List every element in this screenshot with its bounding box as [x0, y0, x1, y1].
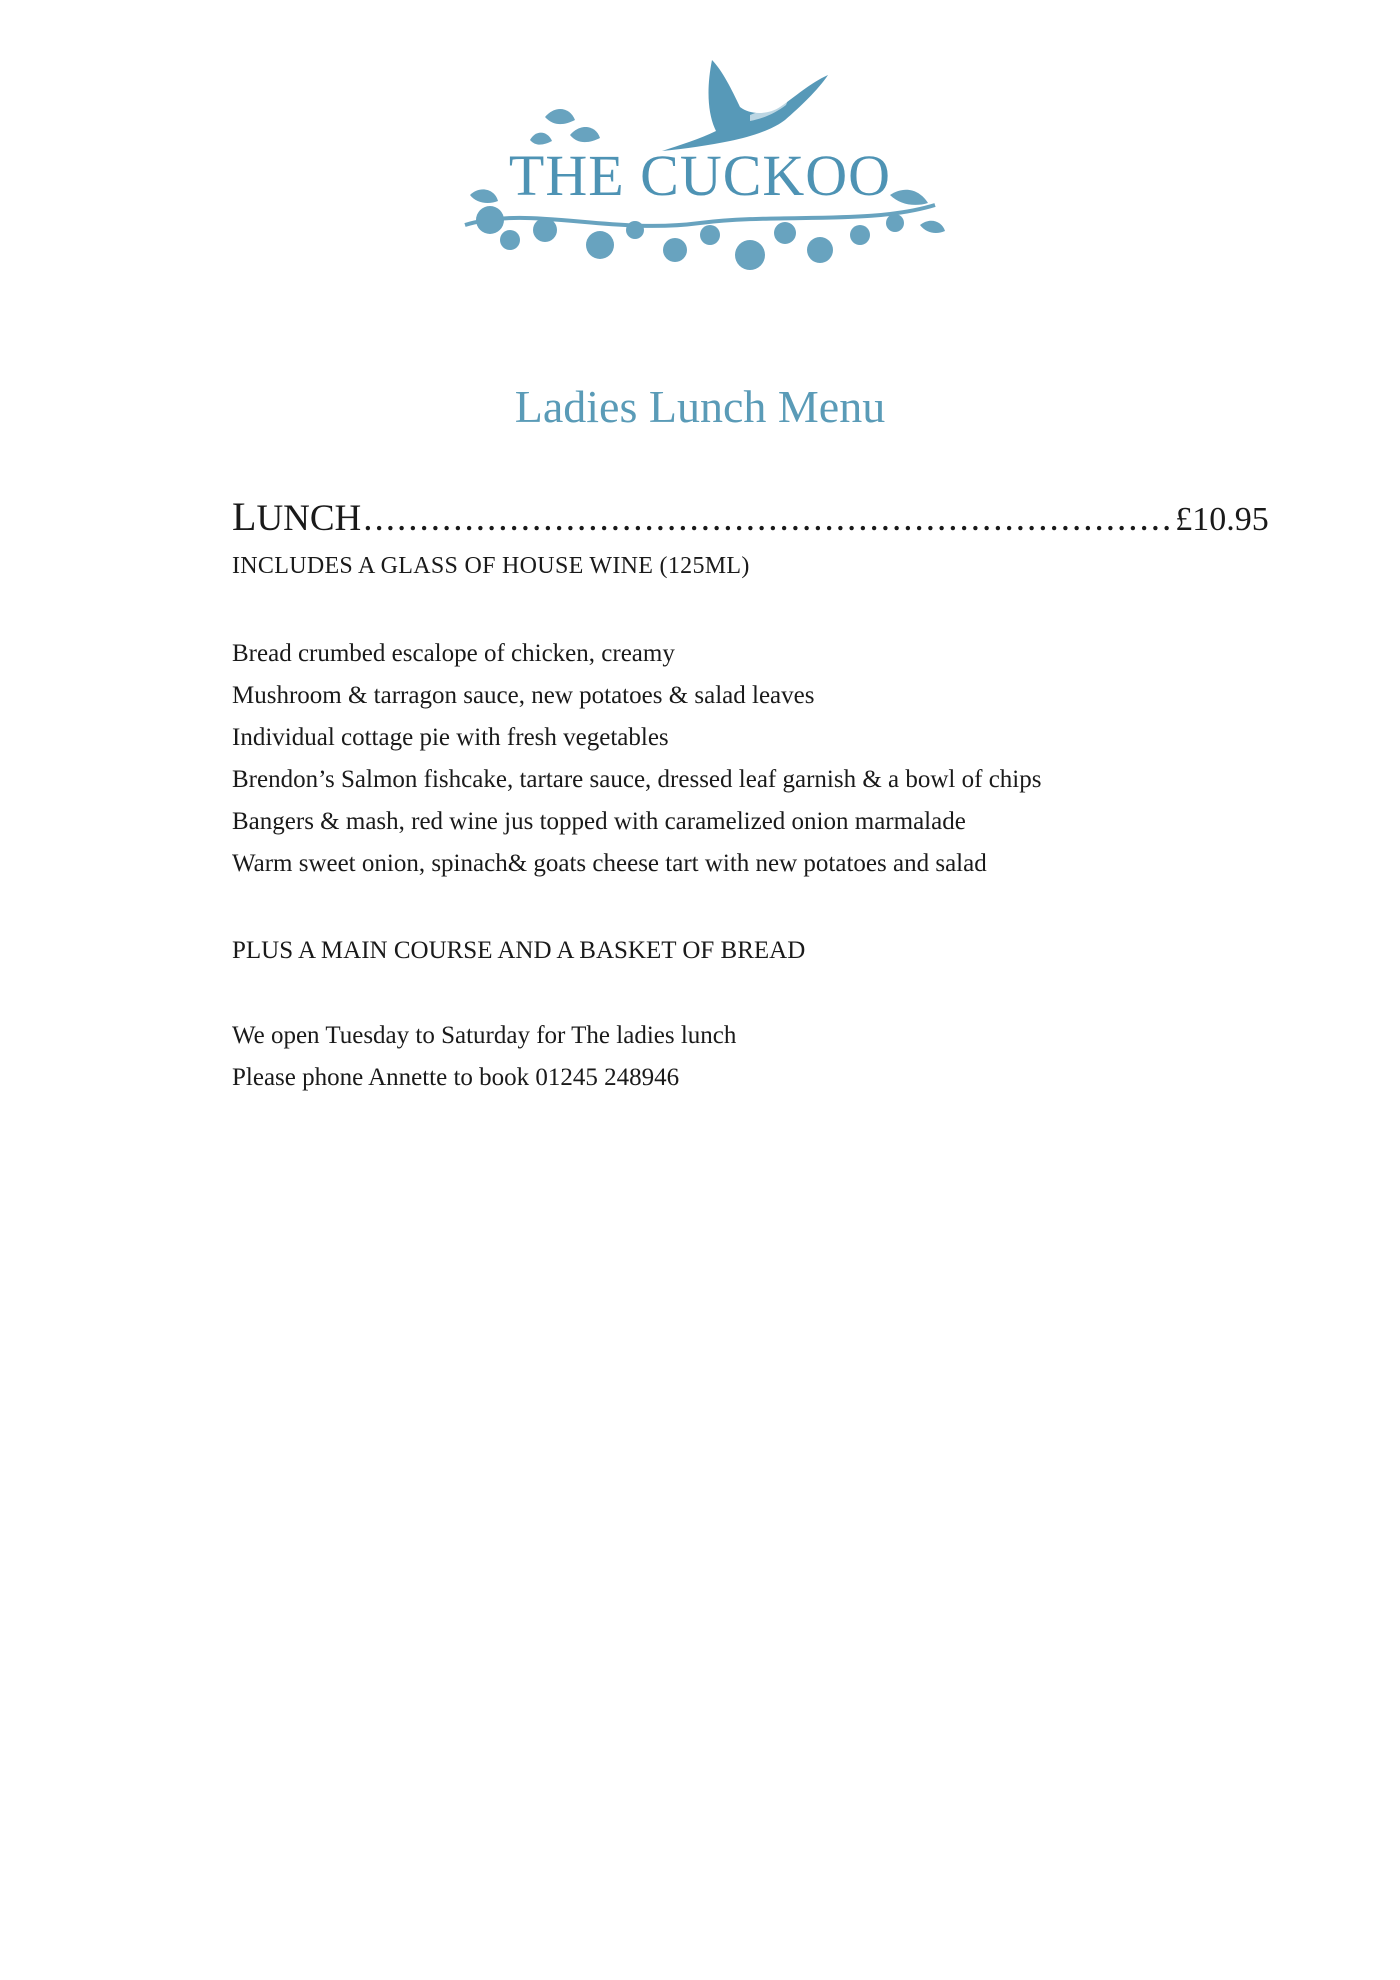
opening-info — [232, 1015, 736, 1099]
lunch-label-rest: UNCH — [256, 498, 362, 539]
dish-item: Warm sweet onion, spinach& goats cheese tart with new potatoes and salad — [232, 850, 987, 877]
lunch-price-row — [232, 493, 1269, 540]
includes-note: INCLUDES A GLASS OF HOUSE WINE (125ML) — [232, 553, 750, 579]
foliage-left-icon — [530, 109, 600, 145]
lunch-label-initial: L — [232, 494, 257, 539]
lunch-label — [232, 493, 361, 540]
dish-item: Mushroom & tarragon sauce, new potatoes & salad leaves — [232, 682, 815, 709]
lunch-price: £10.95 — [1175, 501, 1269, 538]
plus-note: PLUS A MAIN COURSE AND A BASKET OF BREAD — [232, 937, 806, 964]
menu-title: Ladies Lunch Menu — [514, 381, 886, 432]
dish-item: Brendon’s Salmon fishcake, tartare sauce, dressed leaf garnish & a bowl of chips — [232, 766, 1042, 793]
dish-item: Bread crumbed escalope of chicken, creamy — [232, 640, 675, 667]
booking-phone: Please phone Annette to book 01245 248946 — [232, 1064, 680, 1091]
dish-list — [232, 633, 1041, 885]
opening-days: We open Tuesday to Saturday for The ladies lunch — [232, 1022, 737, 1049]
bird-icon — [662, 60, 828, 151]
dot-leader: ........................................................................ — [363, 498, 1174, 539]
cuckoo-bird-logo-icon — [450, 45, 950, 295]
cuckoo-logo — [450, 45, 950, 295]
dish-item: Individual cottage pie with fresh vegetables — [232, 724, 669, 751]
logo-text: THE CUCKOO — [508, 143, 892, 208]
dish-item: Bangers & mash, red wine jus topped with caramelized onion marmalade — [232, 808, 966, 835]
